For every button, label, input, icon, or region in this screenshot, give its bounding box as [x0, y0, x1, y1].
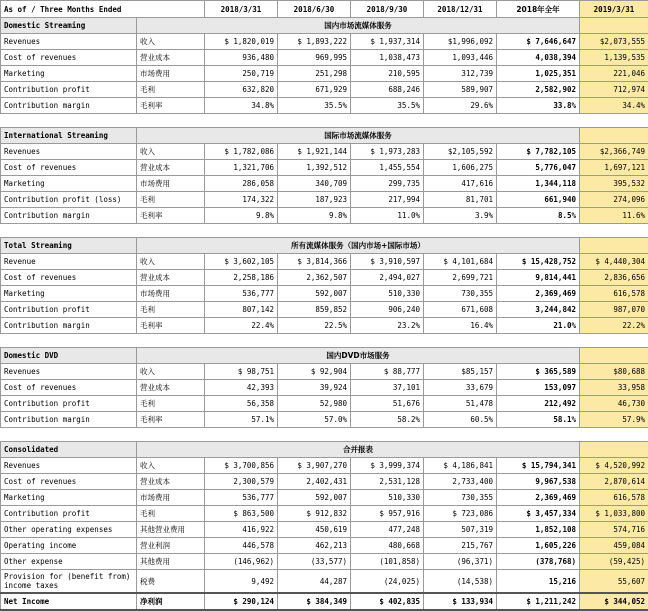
value-cell: (146,962) [205, 554, 278, 570]
value-cell: 215,767 [424, 538, 497, 554]
value-cell: 632,820 [205, 82, 278, 98]
section-zh-title: 国内市场流媒体服务 [137, 18, 580, 34]
spacer-row [1, 224, 648, 238]
table-row [1, 98, 648, 114]
value-cell: 1,321,706 [205, 160, 278, 176]
value-cell: $ 4,186,841 [424, 458, 497, 474]
value-cell: 58.1% [497, 412, 580, 428]
table-row [1, 506, 648, 522]
row-label-zh: 毛利 [137, 506, 205, 522]
row-label-zh: 其他营业费用 [137, 522, 205, 538]
section-zh-title: 合并报表 [137, 442, 580, 458]
value-cell: $ 3,814,366 [278, 254, 351, 270]
period-header: 2018年全年 [497, 1, 580, 18]
value-cell: (59,425) [580, 554, 648, 570]
value-cell: $ 1,921,144 [278, 144, 351, 160]
value-cell: 16.4% [424, 318, 497, 334]
value-cell: $80,688 [580, 364, 648, 380]
value-cell: $ 4,520,992 [580, 458, 648, 474]
table-row [1, 254, 648, 270]
value-cell: 987,070 [580, 302, 648, 318]
value-cell: 1,038,473 [351, 50, 424, 66]
value-cell: 23.2% [351, 318, 424, 334]
value-cell: $ 3,602,105 [205, 254, 278, 270]
period-header: 2018/3/31 [205, 1, 278, 18]
section-name: Consolidated [1, 442, 137, 458]
value-cell: 859,852 [278, 302, 351, 318]
table-row [1, 208, 648, 224]
value-cell: $ 290,124 [205, 593, 278, 610]
row-label-zh: 收入 [137, 254, 205, 270]
table-row [1, 34, 648, 50]
value-cell: 251,298 [278, 66, 351, 82]
row-label-en: Marketing [1, 176, 137, 192]
table-row [1, 380, 648, 396]
value-cell: 807,142 [205, 302, 278, 318]
period-header: 2018/12/31 [424, 1, 497, 18]
value-cell: $ 15,794,341 [497, 458, 580, 474]
row-label-zh: 毛利率 [137, 318, 205, 334]
section-header-row [1, 128, 648, 144]
value-cell: $ 957,916 [351, 506, 424, 522]
value-cell: $2,366,749 [580, 144, 648, 160]
row-label-zh: 毛利率 [137, 98, 205, 114]
value-cell: $ 912,832 [278, 506, 351, 522]
section-zh-title: 国内DVD市场服务 [137, 348, 580, 364]
value-cell: 1,605,226 [497, 538, 580, 554]
value-cell: $1,996,092 [424, 34, 497, 50]
row-label-zh: 其他费用 [137, 554, 205, 570]
value-cell: 57.0% [278, 412, 351, 428]
value-cell: (33,577) [278, 554, 351, 570]
value-cell: 4,038,394 [497, 50, 580, 66]
value-cell: 250,719 [205, 66, 278, 82]
value-cell: $ 365,589 [497, 364, 580, 380]
table-row [1, 474, 648, 490]
header-label: As of / Three Months Ended [1, 1, 205, 18]
value-cell: $ 3,907,270 [278, 458, 351, 474]
row-label-zh: 毛利 [137, 302, 205, 318]
value-cell: 9.8% [278, 208, 351, 224]
value-cell: $ 7,782,105 [497, 144, 580, 160]
section-name: International Streaming [1, 128, 137, 144]
value-cell: 217,994 [351, 192, 424, 208]
value-cell: 9,492 [205, 570, 278, 594]
period-header: 2019/3/31 [580, 1, 648, 18]
value-cell: 592,007 [278, 490, 351, 506]
row-label-zh: 市场费用 [137, 176, 205, 192]
row-label-en: Contribution profit [1, 302, 137, 318]
value-cell: 21.0% [497, 318, 580, 334]
section-header-row [1, 442, 648, 458]
value-cell: 33,958 [580, 380, 648, 396]
spacer-row [1, 334, 648, 348]
value-cell: 1,139,535 [580, 50, 648, 66]
spacer-row [1, 428, 648, 442]
value-cell: 8.5% [497, 208, 580, 224]
row-label-en: Contribution margin [1, 318, 137, 334]
value-cell: 56,358 [205, 396, 278, 412]
row-label-zh: 收入 [137, 458, 205, 474]
value-cell: 446,578 [205, 538, 278, 554]
value-cell: 417,616 [424, 176, 497, 192]
table-row [1, 570, 648, 594]
period-header: 2018/9/30 [351, 1, 424, 18]
value-cell: $ 3,700,856 [205, 458, 278, 474]
section-highlight-cell [580, 348, 648, 364]
value-cell: 1,455,554 [351, 160, 424, 176]
value-cell: $ 92,904 [278, 364, 351, 380]
section-zh-title: 国际市场流媒体服务 [137, 128, 580, 144]
value-cell: 312,739 [424, 66, 497, 82]
value-cell: 37,101 [351, 380, 424, 396]
value-cell: $ 98,751 [205, 364, 278, 380]
header-row [1, 1, 648, 18]
value-cell: 55,607 [580, 570, 648, 594]
table-row [1, 82, 648, 98]
row-label-en: Cost of revenues [1, 380, 137, 396]
value-cell: $ 402,835 [351, 593, 424, 610]
table-row [1, 176, 648, 192]
row-label-zh: 毛利率 [137, 208, 205, 224]
value-cell: $ 1,820,019 [205, 34, 278, 50]
value-cell: 5,776,047 [497, 160, 580, 176]
value-cell: 3.9% [424, 208, 497, 224]
value-cell: 936,480 [205, 50, 278, 66]
value-cell: 286,058 [205, 176, 278, 192]
value-cell: 44,287 [278, 570, 351, 594]
value-cell: 2,699,721 [424, 270, 497, 286]
value-cell: $ 1,937,314 [351, 34, 424, 50]
table-row [1, 66, 648, 82]
table-row [1, 192, 648, 208]
value-cell: (96,371) [424, 554, 497, 570]
row-label-en: Cost of revenues [1, 270, 137, 286]
value-cell: 187,923 [278, 192, 351, 208]
value-cell: 2,258,186 [205, 270, 278, 286]
value-cell: 2,362,507 [278, 270, 351, 286]
value-cell: 46,730 [580, 396, 648, 412]
value-cell: 1,606,275 [424, 160, 497, 176]
value-cell: 58.2% [351, 412, 424, 428]
value-cell: $ 133,934 [424, 593, 497, 610]
row-label-zh: 营业成本 [137, 474, 205, 490]
value-cell: 174,322 [205, 192, 278, 208]
row-label-zh: 营业成本 [137, 380, 205, 396]
row-label-zh: 市场费用 [137, 490, 205, 506]
row-label-zh: 毛利率 [137, 412, 205, 428]
value-cell: 661,940 [497, 192, 580, 208]
value-cell: $ 3,999,374 [351, 458, 424, 474]
value-cell: 2,369,469 [497, 286, 580, 302]
section-highlight-cell [580, 442, 648, 458]
value-cell: 153,097 [497, 380, 580, 396]
value-cell: $ 4,101,684 [424, 254, 497, 270]
value-cell: 2,369,469 [497, 490, 580, 506]
value-cell: 480,668 [351, 538, 424, 554]
value-cell: 671,608 [424, 302, 497, 318]
value-cell: 2,300,579 [205, 474, 278, 490]
row-label-zh: 市场费用 [137, 66, 205, 82]
value-cell: 11.0% [351, 208, 424, 224]
value-cell: $2,105,592 [424, 144, 497, 160]
value-cell: 1,697,121 [580, 160, 648, 176]
value-cell: 3,244,842 [497, 302, 580, 318]
section-highlight-cell [580, 128, 648, 144]
table-row [1, 318, 648, 334]
section-header-row [1, 238, 648, 254]
row-label-en: Cost of revenues [1, 474, 137, 490]
row-label-en: Marketing [1, 490, 137, 506]
row-label-en: Contribution profit [1, 396, 137, 412]
row-label-en: Other operating expenses [1, 522, 137, 538]
value-cell: 616,578 [580, 490, 648, 506]
value-cell: 906,240 [351, 302, 424, 318]
value-cell: $ 3,457,334 [497, 506, 580, 522]
value-cell: (14,538) [424, 570, 497, 594]
table-row [1, 522, 648, 538]
row-label-zh: 毛利 [137, 82, 205, 98]
value-cell: 1,025,351 [497, 66, 580, 82]
value-cell: 510,330 [351, 286, 424, 302]
row-label-en: Revenue [1, 254, 137, 270]
value-cell: $ 1,782,086 [205, 144, 278, 160]
value-cell: 2,870,614 [580, 474, 648, 490]
value-cell: 51,478 [424, 396, 497, 412]
value-cell: 1,093,446 [424, 50, 497, 66]
table-body [1, 1, 648, 611]
value-cell: 671,929 [278, 82, 351, 98]
value-cell: 1,852,108 [497, 522, 580, 538]
value-cell: 57.1% [205, 412, 278, 428]
value-cell: 2,582,902 [497, 82, 580, 98]
value-cell: $ 1,973,283 [351, 144, 424, 160]
row-label-en: Contribution margin [1, 98, 137, 114]
value-cell: 22.2% [580, 318, 648, 334]
value-cell: 395,532 [580, 176, 648, 192]
value-cell: 340,709 [278, 176, 351, 192]
value-cell: 9,967,538 [497, 474, 580, 490]
row-label-en: Provision for (benefit from) income taxes [1, 570, 137, 594]
value-cell: 536,777 [205, 286, 278, 302]
value-cell: 1,392,512 [278, 160, 351, 176]
table-row [1, 364, 648, 380]
value-cell: $ 15,428,752 [497, 254, 580, 270]
spacer-row [1, 114, 648, 128]
net-income-label-zh: 净利润 [137, 593, 205, 610]
row-label-en: Contribution profit (loss) [1, 192, 137, 208]
value-cell: $ 3,910,597 [351, 254, 424, 270]
value-cell: 81,701 [424, 192, 497, 208]
value-cell: 730,355 [424, 286, 497, 302]
value-cell: $85,157 [424, 364, 497, 380]
value-cell: $ 88,777 [351, 364, 424, 380]
row-label-zh: 收入 [137, 144, 205, 160]
period-header: 2018/6/30 [278, 1, 351, 18]
table-row [1, 160, 648, 176]
value-cell: 212,492 [497, 396, 580, 412]
value-cell: $ 4,440,304 [580, 254, 648, 270]
row-label-zh: 毛利 [137, 192, 205, 208]
value-cell: 688,246 [351, 82, 424, 98]
row-label-en: Contribution profit [1, 506, 137, 522]
net-income-label-en: Net Income [1, 593, 137, 610]
value-cell: 15,216 [497, 570, 580, 594]
row-label-en: Other expense [1, 554, 137, 570]
value-cell: 11.6% [580, 208, 648, 224]
value-cell: 51,676 [351, 396, 424, 412]
section-highlight-cell [580, 238, 648, 254]
value-cell: 536,777 [205, 490, 278, 506]
value-cell: 60.5% [424, 412, 497, 428]
value-cell: 2,733,400 [424, 474, 497, 490]
value-cell: $2,073,555 [580, 34, 648, 50]
section-name: Domestic Streaming [1, 18, 137, 34]
value-cell: (101,858) [351, 554, 424, 570]
value-cell: 574,716 [580, 522, 648, 538]
value-cell: 616,578 [580, 286, 648, 302]
row-label-zh: 营业成本 [137, 160, 205, 176]
row-label-zh: 营业成本 [137, 50, 205, 66]
value-cell: 462,213 [278, 538, 351, 554]
row-label-en: Marketing [1, 66, 137, 82]
row-label-zh: 市场费用 [137, 286, 205, 302]
value-cell: 274,096 [580, 192, 648, 208]
value-cell: 9,814,441 [497, 270, 580, 286]
table-row [1, 412, 648, 428]
value-cell: 2,402,431 [278, 474, 351, 490]
section-header-row [1, 348, 648, 364]
value-cell: $ 344,052 [580, 593, 648, 610]
table-row [1, 144, 648, 160]
value-cell: 221,046 [580, 66, 648, 82]
row-label-zh: 税费 [137, 570, 205, 594]
value-cell: 52,980 [278, 396, 351, 412]
value-cell: 589,907 [424, 82, 497, 98]
value-cell: 42,393 [205, 380, 278, 396]
row-label-en: Operating income [1, 538, 137, 554]
section-name: Domestic DVD [1, 348, 137, 364]
table-row [1, 286, 648, 302]
row-label-zh: 收入 [137, 34, 205, 50]
value-cell: 299,735 [351, 176, 424, 192]
value-cell: 35.5% [278, 98, 351, 114]
value-cell: 730,355 [424, 490, 497, 506]
value-cell: (378,768) [497, 554, 580, 570]
row-label-zh: 营业成本 [137, 270, 205, 286]
row-label-en: Marketing [1, 286, 137, 302]
value-cell: 969,995 [278, 50, 351, 66]
value-cell: 2,494,027 [351, 270, 424, 286]
row-label-zh: 收入 [137, 364, 205, 380]
section-name: Total Streaming [1, 238, 137, 254]
row-label-en: Revenues [1, 34, 137, 50]
table-row [1, 458, 648, 474]
row-label-en: Contribution margin [1, 412, 137, 428]
value-cell: 459,084 [580, 538, 648, 554]
value-cell: 34.8% [205, 98, 278, 114]
row-label-en: Contribution profit [1, 82, 137, 98]
value-cell: 210,595 [351, 66, 424, 82]
row-label-en: Contribution margin [1, 208, 137, 224]
value-cell: 510,330 [351, 490, 424, 506]
table-row [1, 490, 648, 506]
table-row [1, 50, 648, 66]
value-cell: 57.9% [580, 412, 648, 428]
table-row [1, 302, 648, 318]
section-zh-title: 所有流媒体服务（国内市场+国际市场） [137, 238, 580, 254]
table-row [1, 538, 648, 554]
value-cell: 35.5% [351, 98, 424, 114]
row-label-en: Revenues [1, 144, 137, 160]
table-row [1, 554, 648, 570]
value-cell: 34.4% [580, 98, 648, 114]
row-label-zh: 毛利 [137, 396, 205, 412]
row-label-zh: 营业利润 [137, 538, 205, 554]
value-cell: 592,007 [278, 286, 351, 302]
value-cell: 22.5% [278, 318, 351, 334]
value-cell: 33,679 [424, 380, 497, 396]
value-cell: $ 1,893,222 [278, 34, 351, 50]
value-cell: 2,836,656 [580, 270, 648, 286]
section-header-row [1, 18, 648, 34]
value-cell: (24,025) [351, 570, 424, 594]
value-cell: $ 723,086 [424, 506, 497, 522]
value-cell: $ 7,646,647 [497, 34, 580, 50]
section-highlight-cell [580, 18, 648, 34]
value-cell: $ 1,033,800 [580, 506, 648, 522]
value-cell: 477,248 [351, 522, 424, 538]
value-cell: 33.8% [497, 98, 580, 114]
row-label-en: Revenues [1, 364, 137, 380]
value-cell: $ 863,500 [205, 506, 278, 522]
net-income-row [1, 593, 648, 610]
value-cell: 29.6% [424, 98, 497, 114]
row-label-en: Cost of revenues [1, 50, 137, 66]
row-label-en: Cost of revenues [1, 160, 137, 176]
value-cell: $ 384,349 [278, 593, 351, 610]
table-row [1, 270, 648, 286]
value-cell: 1,344,118 [497, 176, 580, 192]
value-cell: 416,922 [205, 522, 278, 538]
value-cell: $ 1,211,242 [497, 593, 580, 610]
row-label-en: Revenues [1, 458, 137, 474]
value-cell: 507,319 [424, 522, 497, 538]
value-cell: 2,531,128 [351, 474, 424, 490]
value-cell: 450,619 [278, 522, 351, 538]
value-cell: 9.8% [205, 208, 278, 224]
table-row [1, 396, 648, 412]
value-cell: 22.4% [205, 318, 278, 334]
value-cell: 712,974 [580, 82, 648, 98]
value-cell: 39,924 [278, 380, 351, 396]
